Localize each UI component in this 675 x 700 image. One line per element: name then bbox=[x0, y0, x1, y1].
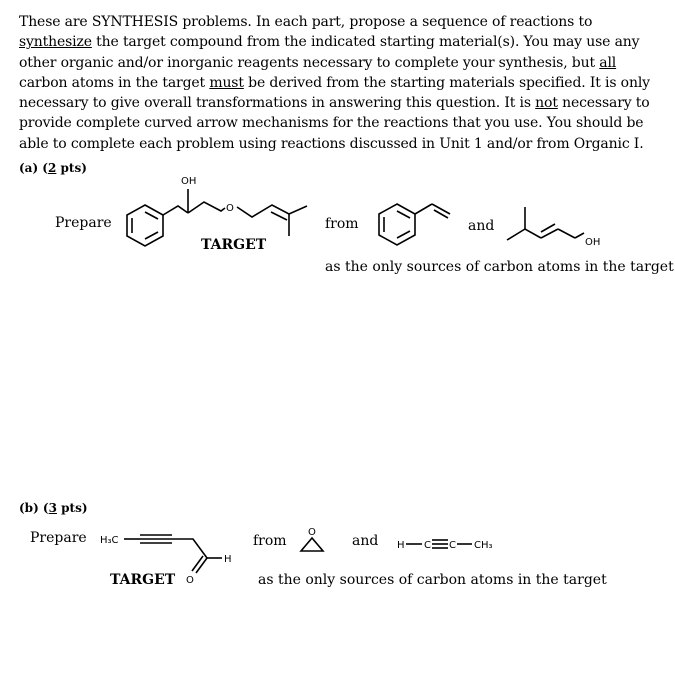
carbonyl-double-bond bbox=[192, 556, 203, 571]
epoxide-ring bbox=[301, 538, 323, 551]
part-a-reactant-allylic-alcohol bbox=[500, 200, 610, 255]
carbon-chain bbox=[237, 205, 307, 217]
part-b-label: (b) (3 pts) bbox=[19, 501, 88, 515]
intro-emphasis-not: not bbox=[535, 95, 558, 112]
ring-double-bond bbox=[397, 211, 410, 218]
part-a-reactant-styrene bbox=[370, 195, 465, 255]
part-b-target-label: TARGET bbox=[110, 572, 176, 588]
carbon-chain bbox=[172, 539, 207, 558]
hydrogen-label: H bbox=[397, 540, 405, 551]
aldehyde-h-label: H bbox=[224, 554, 232, 565]
part-b-reactant-propyne bbox=[395, 532, 505, 556]
carbon-label: C bbox=[449, 540, 456, 551]
ring-double-bond bbox=[397, 231, 410, 238]
oh-group-label: OH bbox=[585, 237, 601, 248]
part-a-prepare-label: Prepare bbox=[55, 215, 112, 231]
part-a-and-label: and bbox=[468, 218, 495, 234]
part-b-reactant-epoxide bbox=[295, 523, 330, 555]
part-b-prepare-label: Prepare bbox=[30, 530, 87, 546]
ether-oxygen-label: O bbox=[226, 203, 234, 214]
part-b-points: 3 bbox=[48, 501, 57, 515]
part-a-sources-note: as the only sources of carbon atoms in the target bbox=[325, 259, 674, 275]
carbonyl-bond bbox=[196, 558, 207, 573]
carbon-chain bbox=[188, 202, 225, 213]
intro-text: the target compound from the indicated starting material(s). You may use any other organic and/or inorganic reagents necessary to complete your synthesis, but bbox=[19, 34, 640, 71]
intro-text: necessary to provide complete curved arrow mechanisms for the reactions that you use. You should be able to complete each problem using reactions discussed in Unit 1 and/or from Organic I. bbox=[19, 95, 650, 152]
part-a-from-label: from bbox=[325, 216, 359, 232]
intro-emphasis-must: must bbox=[209, 74, 244, 91]
oh-group-label: OH bbox=[181, 176, 197, 187]
carbon-chain bbox=[163, 206, 188, 215]
alkene-double-bond bbox=[271, 212, 287, 220]
carbon-chain bbox=[558, 229, 575, 238]
methyl-group-label: H₃C bbox=[100, 535, 119, 546]
intro-text: carbon atoms in the target bbox=[19, 74, 210, 91]
epoxide-oxygen-label: O bbox=[308, 527, 316, 538]
carbon-chain bbox=[507, 229, 541, 240]
part-a-label: (a) (2 pts) bbox=[19, 161, 87, 175]
part-b-sources-note: as the only sources of carbon atoms in the target bbox=[258, 572, 607, 588]
ring-double-bond bbox=[145, 232, 158, 239]
carbonyl-oxygen-label: O bbox=[186, 575, 194, 586]
ring-double-bond bbox=[145, 212, 158, 219]
vinyl-bond bbox=[415, 204, 432, 214]
intro-emphasis-synthesize: synthesize bbox=[19, 34, 92, 51]
part-a-target-label: TARGET bbox=[201, 237, 267, 253]
vinyl-double-bond bbox=[432, 204, 450, 214]
carbon-label: C bbox=[424, 540, 431, 551]
instructions-paragraph bbox=[19, 12, 661, 154]
intro-text: These are SYNTHESIS problems. In each part, propose a sequence of reactions to bbox=[19, 14, 593, 30]
intro-text: be derived from the starting materials specified. It is only necessary to give overall transformations in answering this question. It is bbox=[19, 74, 650, 112]
intro-emphasis-all: all bbox=[599, 54, 617, 71]
methyl-label: CH₃ bbox=[474, 540, 493, 551]
oh-bond bbox=[575, 233, 584, 238]
part-a-points: 2 bbox=[48, 161, 57, 175]
part-a-target-structure bbox=[115, 168, 315, 248]
part-b-from-label: from bbox=[253, 533, 287, 549]
part-b-and-label: and bbox=[352, 533, 379, 549]
